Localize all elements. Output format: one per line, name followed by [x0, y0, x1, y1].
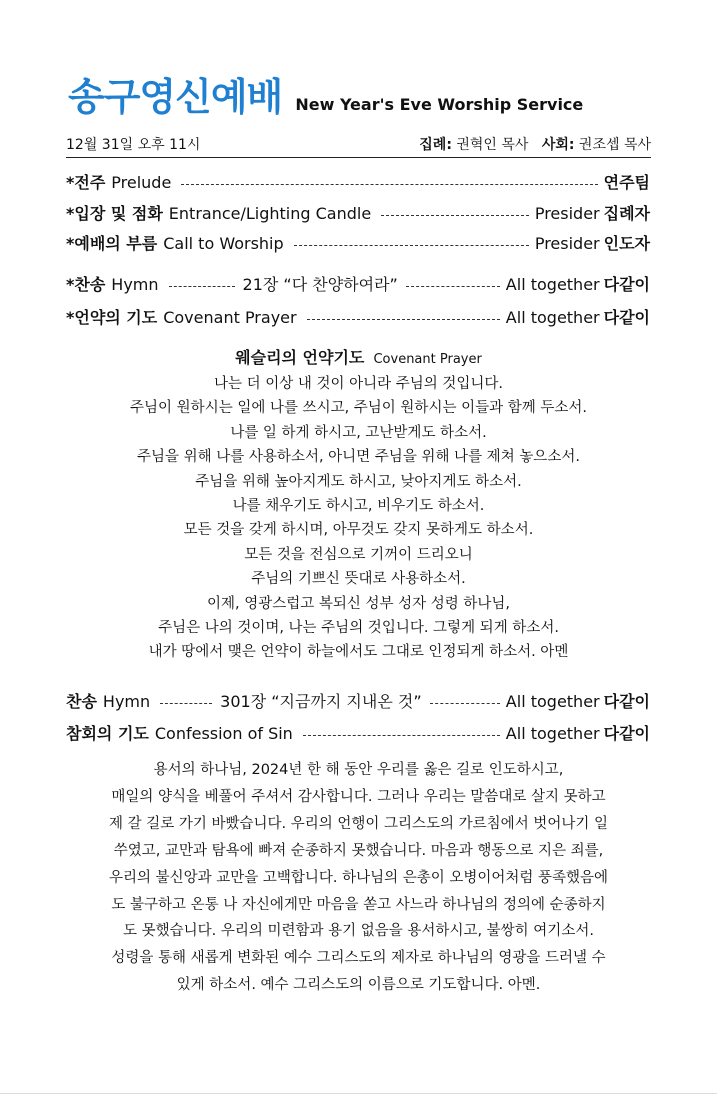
covenant-prayer-heading: [0, 345, 717, 368]
confession-line: 제 갈 길로 가기 바빴습니다. 우리의 언행이 그리스도의 가르침에서 벗어나기 일: [109, 815, 608, 832]
order-item-hymn-301: [66, 690, 650, 714]
prayer-line: 내가 땅에서 맺은 언약이 하늘에서도 그대로 인정되게 하소서. 아멘: [148, 644, 569, 661]
confession-line: 있게 하소서. 예수 그리스도의 이름으로 기도합니다. 아멘.: [176, 977, 541, 994]
order-item-confession: [66, 722, 650, 746]
covenant-heading-ko: 웨슬리의 언약기도: [235, 348, 365, 367]
covenant-heading-en: Covenant Prayer: [373, 352, 482, 367]
order-item-prelude: [66, 171, 650, 195]
prayer-line: 나를 일 하게 하시고, 고난받게도 하소서.: [230, 424, 487, 441]
order-item-en: Hymn: [111, 275, 159, 294]
confession-line: 용서의 하나님, 2024년 한 해 동안 우리를 옳은 길로 인도하시고,: [153, 762, 564, 778]
order-item-role-ko: 다같이: [603, 692, 650, 711]
hymn-title: 301장 “지금까지 지내온 것”: [220, 692, 422, 711]
confession-line: 매일의 양식을 베풀어 주셔서 감사합니다. 그러나 우리는 말씀대로 살지 못하고: [111, 788, 606, 805]
moderator-label: 사회:: [541, 137, 575, 153]
confession-line: 쑤였고, 교만과 탐욕에 빠져 순종하지 못했습니다. 마음과 행동으로 지은 죄를,: [113, 842, 604, 859]
prayer-line: 모든 것을 전심으로 기꺼이 드리오니: [244, 546, 473, 563]
order-item-ko: *입장 및 점화: [66, 204, 163, 223]
order-item-role-ko: 집례자: [603, 204, 650, 223]
hymn-title: 21장 “다 찬양하여라”: [242, 275, 398, 294]
confession-line: 도 불구하고 온통 나 자신에게만 마음을 쏟고 사느라 하나님의 정의에 순종하지: [111, 896, 606, 913]
leader-dashes: [303, 735, 500, 736]
covenant-prayer-text: [0, 372, 717, 665]
confession-prayer-text: [66, 757, 651, 999]
prayer-line: 주님을 위해 높아지게도 하시고, 낮아지게도 하소서.: [195, 473, 522, 490]
order-item-ko: *예배의 부름: [66, 234, 158, 253]
prayer-line: 주님이 원하시는 일에 나를 쓰시고, 주님이 원하시는 이들과 함께 두소서.: [130, 400, 587, 417]
prayer-line: 주님을 위해 나를 사용하소서, 아니면 주님을 위해 나를 제쳐 놓으소서.: [137, 449, 580, 466]
leader-dashes: [406, 286, 500, 287]
order-item-ko: 찬송: [66, 692, 97, 711]
order-item-role-ko: 다같이: [603, 724, 650, 743]
leader-dashes: [160, 703, 212, 704]
officiant-name: 권혁인 목사: [456, 137, 529, 153]
order-item-ko: *언약의 기도: [66, 308, 158, 327]
confession-line: 우리의 불신앙과 교만을 고백합니다. 하나님의 은총이 오병이어처럼 풍족했음에: [108, 869, 609, 886]
page-title-korean: 송구영신예배: [68, 75, 283, 119]
order-item-entrance: [66, 202, 650, 226]
leader-dashes: [181, 184, 597, 185]
prayer-line: 나를 채우기도 하시고, 비우기도 하소서.: [232, 498, 485, 515]
page-title-english: New Year's Eve Worship Service: [295, 95, 584, 114]
moderator-name: 권조셉 목사: [578, 137, 651, 153]
order-item-role-en: All together: [505, 308, 600, 327]
order-item-role-ko: 다같이: [603, 275, 650, 294]
order-item-role-en: Presider: [534, 204, 600, 223]
order-item-role-en: All together: [505, 275, 600, 294]
prayer-line: 이제, 영광스럽고 복되신 성부 성자 성령 하나님,: [206, 595, 510, 612]
prayer-line: 나는 더 이상 내 것이 아니라 주님의 것입니다.: [214, 376, 503, 392]
order-item-en: Covenant Prayer: [163, 308, 297, 327]
order-item-role-ko: 인도자: [603, 234, 650, 253]
prayer-line: 주님의 기쁘신 뜻대로 사용하소서.: [251, 571, 466, 588]
service-date: 12월 31일 오후 11시: [66, 137, 201, 153]
order-item-ko: *찬송: [66, 275, 106, 294]
service-leaders: [419, 134, 651, 154]
order-item-en: Call to Worship: [163, 234, 284, 253]
order-item-role-ko: 다같이: [603, 308, 650, 327]
leader-dashes: [430, 703, 500, 704]
confession-line: 성령을 통해 새롭게 변화된 예수 그리스도의 제자로 하나님의 영광을 드러낼 수: [111, 950, 606, 967]
header-divider: [66, 157, 651, 158]
order-item-call-to-worship: [66, 232, 650, 256]
order-item-role-ko: 연주팀: [603, 173, 650, 192]
officiant-label: 집례:: [419, 137, 452, 153]
order-item-en: Confession of Sin: [154, 724, 293, 743]
leader-dashes: [381, 215, 529, 216]
order-item-role-en: All together: [505, 692, 600, 711]
order-item-role-en: Presider: [534, 234, 600, 253]
prayer-line: 주님은 나의 것이며, 나는 주님의 것입니다. 그렇게 되게 하소서.: [158, 620, 559, 637]
order-item-en: Prelude: [111, 173, 172, 192]
title-row: [68, 66, 583, 121]
order-item-covenant-prayer: [66, 306, 650, 330]
order-item-hymn-21: [66, 273, 650, 297]
order-item-en: Hymn: [102, 692, 151, 711]
leader-dashes: [294, 245, 529, 246]
order-item-ko: *전주: [66, 173, 106, 192]
leader-dashes: [307, 319, 500, 320]
confession-line: 도 못했습니다. 우리의 미련함과 용기 없음을 용서하시고, 불쌍히 여기소서.: [123, 923, 594, 940]
leader-dashes: [169, 286, 235, 287]
order-item-role-en: All together: [505, 724, 600, 743]
order-item-en: Entrance/Lighting Candle: [168, 204, 372, 223]
order-item-ko: 참회의 기도: [66, 724, 149, 743]
prayer-line: 모든 것을 갖게 하시며, 아무것도 갖지 못하게도 하소서.: [183, 522, 534, 539]
service-info-row: [66, 134, 651, 154]
